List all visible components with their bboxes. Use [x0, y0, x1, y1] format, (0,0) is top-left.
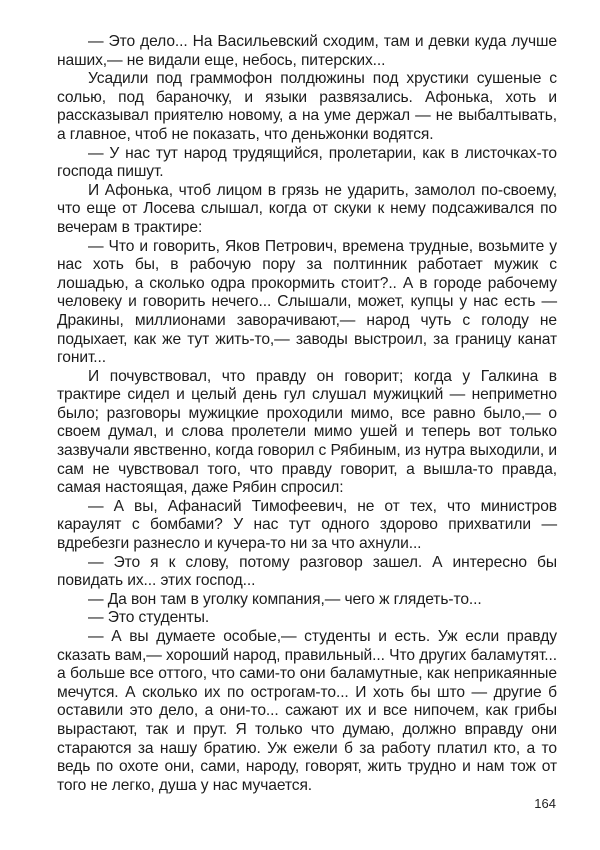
page-number: 164: [534, 796, 556, 811]
paragraph: — А вы, Афанасий Тимофеевич, не от тех, что министров караулят с бомбами? У нас тут одного здорово прихватили — вдребезги разнесло и кучера-то ни за что ахнули...: [57, 497, 557, 553]
paragraph: — Это дело... На Васильевский сходим, там и девки куда лучше наших,— не видали еще, небось, питерских...: [57, 33, 557, 69]
paragraph: — Что и говорить, Яков Петрович, времена трудные, возьмите у нас хоть бы, в рабочую пору за полтинник работает мужик с лошадью, а сколько одра прокормить стоит?.. А в городе рабочему человеку и говорить нечего... Слышали, может, купцы у нас есть — Дракины, миллионами заворачивают,— народ чуть с голоду не подыхает, как же тут жить-то,— заводы выстроил, за границу канат гонит...: [57, 237, 557, 367]
paragraph: И почувствовал, что правду он говорит; когда у Галкина в трактире сидел и целый день гул слушал мужицкий — неприметно было; разговоры мужицкие проходили мимо, все равно было,— о своем думал, и слова пролетели мимо ушей и теперь вот только зазвучали явственно, когда говорил с Рябиным, из нутра выходили, и сам не чувствовал того, что правду говорит, а вышла-то правда, самая настоящая, даже Рябин спросил:: [57, 367, 557, 497]
page-footer: [534, 797, 556, 811]
paragraph: — Да вон там в уголку компания,— чего ж глядеть-то...: [88, 590, 482, 608]
paragraph: — Это я к слову, потому разговор зашел. А интересно бы повидать их... этих господ...: [57, 553, 557, 590]
paragraph: — А вы думаете особые,— студенты и есть. Уж если правду сказать вам,— хороший народ, правильный... Что других баламутят... а больше все оттого, что сами-то они баламутные, как неприкаянные мечутся. А сколько их по острогам-то... И хоть бы што — другие б оставили это дело, а они-то... сажают их и все нипочем, как грибы вырастают, так и прут. Я только что думаю, должно вправду они стараются за нашу братию. Уж ежели б за работу платил кто, а то ведь по охоте они, сами, народу, говорят, жить трудно и нам тож от того не легко, душа у нас мучается.: [57, 628, 557, 794]
paragraph: Усадили под граммофон полдюжины под хрустики сушеные с солью, под бараночку, и языки развязались. Афонька, хоть и рассказывал приятелю новому, а на уме держал — не выбалтывать, а главное, чтоб не показать, что деньжонки водятся.: [57, 70, 557, 143]
paragraph: — Это студенты.: [88, 609, 210, 627]
paragraph: — У нас тут народ трудящийся, пролетарии, как в листочках-то господа пишут.: [57, 144, 557, 181]
paragraph: И Афонька, чтоб лицом в грязь не ударить, замолол по-своему, что еще от Лосева слышал, когда от скуки к нему подсаживался по вечерам в трактире:: [57, 181, 557, 236]
page-text: [57, 33, 557, 795]
